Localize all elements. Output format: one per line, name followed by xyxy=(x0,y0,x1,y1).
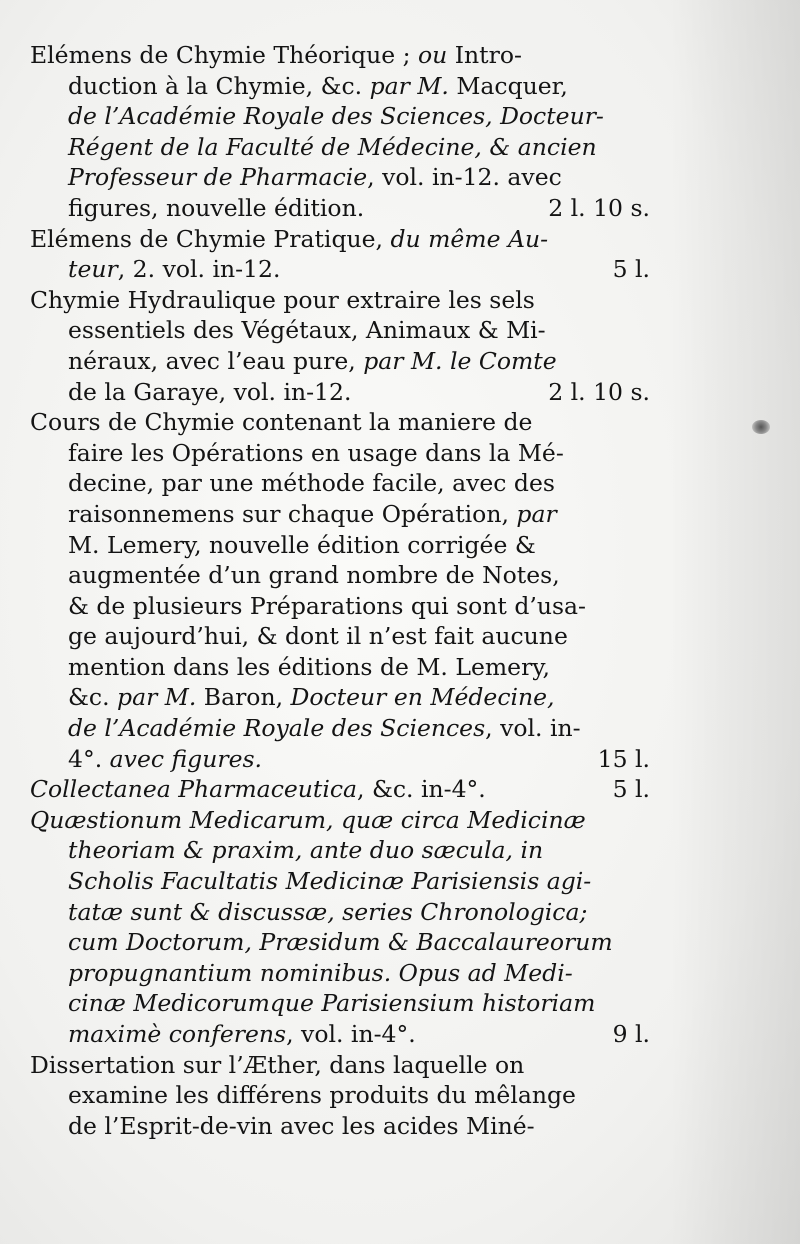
italic-segment: cum Doctorum, Præsidum & Baccalaureorum xyxy=(68,928,613,957)
text-line xyxy=(30,468,650,499)
line-text xyxy=(68,254,280,285)
price: 5 l. xyxy=(612,775,650,804)
text-line xyxy=(30,897,650,928)
text-line xyxy=(30,285,650,316)
text-line xyxy=(30,101,650,132)
text-line xyxy=(30,1050,650,1081)
roman-segment: néraux, avec l’eau pure, xyxy=(68,346,364,375)
text-line xyxy=(30,927,650,958)
line-text xyxy=(68,652,550,683)
catalogue-entry xyxy=(30,285,650,407)
text-line xyxy=(30,591,650,622)
italic-segment: ou xyxy=(417,41,448,69)
text-line xyxy=(30,621,650,652)
roman-segment: , vol. in-4°. xyxy=(286,1020,416,1048)
roman-segment: Dissertation sur l’Æther, dans laquelle on xyxy=(30,1050,525,1079)
text-line xyxy=(30,652,650,683)
line-text xyxy=(68,438,564,469)
text-line xyxy=(30,438,650,469)
text-line xyxy=(30,988,650,1019)
italic-segment: par xyxy=(516,499,557,528)
line-text xyxy=(68,744,262,775)
roman-segment: & de plusieurs Préparations qui sont d’usa- xyxy=(68,591,586,620)
price: 15 l. xyxy=(597,744,650,773)
line-text xyxy=(30,285,535,316)
text-line xyxy=(30,40,650,71)
text-line xyxy=(30,1019,650,1050)
roman-segment: de la Garaye, vol. in-12. xyxy=(68,377,352,406)
roman-segment: decine, par une méthode facile, avec des xyxy=(68,469,555,498)
italic-segment: par M. xyxy=(369,71,449,100)
text-line xyxy=(30,224,650,255)
price: 2 l. 10 s. xyxy=(548,377,650,406)
line-text xyxy=(68,499,557,530)
price: 9 l. xyxy=(612,1020,650,1048)
roman-segment: raisonnemens sur chaque Opération, xyxy=(68,499,517,528)
text-line xyxy=(30,346,650,377)
catalogue-entry xyxy=(30,407,650,774)
italic-segment: de l’Académie Royale des Sciences, Docteur- xyxy=(68,102,604,131)
line-text xyxy=(68,591,586,622)
text-line xyxy=(30,835,650,866)
roman-segment: , vol. in-12. avec xyxy=(367,163,562,192)
line-text xyxy=(68,988,595,1019)
italic-segment: propugnantium nominibus. Opus ad Medi- xyxy=(68,958,573,987)
line-text xyxy=(30,224,548,255)
italic-segment: theoriam & praxim, ante duo sæcula, in xyxy=(68,836,544,865)
text-line xyxy=(30,560,650,591)
text-line xyxy=(30,713,650,744)
text-line xyxy=(30,958,650,989)
line-text xyxy=(68,682,555,713)
text-line xyxy=(30,530,650,561)
ink-spot xyxy=(752,420,770,434)
italic-segment: tatæ sunt & discussæ, series Chronologica; xyxy=(68,897,588,926)
line-text xyxy=(68,897,587,928)
italic-segment: du même Au- xyxy=(390,224,549,253)
text-line xyxy=(30,377,650,408)
line-text xyxy=(68,1019,416,1050)
price: 5 l. xyxy=(612,255,650,284)
text-line xyxy=(30,499,650,530)
text-line xyxy=(30,193,650,224)
line-text xyxy=(68,101,604,132)
line-text xyxy=(30,40,522,71)
roman-segment: de l’Esprit-de-vin avec les acides Miné- xyxy=(68,1111,535,1140)
text-line xyxy=(30,1111,650,1142)
italic-segment: avec figures. xyxy=(109,744,263,773)
line-text xyxy=(68,346,557,377)
text-line xyxy=(30,254,650,285)
line-text xyxy=(68,958,573,989)
roman-segment: faire les Opérations en usage dans la Mé- xyxy=(68,438,564,467)
catalogue-entry xyxy=(30,774,650,805)
roman-segment: , 2. vol. in-12. xyxy=(117,255,281,284)
line-text xyxy=(68,835,543,866)
roman-segment: examine les différens produits du mêlange xyxy=(68,1081,576,1110)
roman-segment: essentiels des Végétaux, Animaux & Mi- xyxy=(68,316,546,345)
catalogue-entry xyxy=(30,1050,650,1142)
text-line xyxy=(30,805,650,836)
italic-segment: Régent de la Faculté de Médecine, & ancien xyxy=(68,132,597,161)
line-text xyxy=(68,621,568,652)
italic-segment: teur xyxy=(68,255,118,284)
line-text xyxy=(68,162,562,193)
text-line xyxy=(30,1080,650,1111)
roman-segment: Elémens de Chymie Théorique ; xyxy=(30,41,418,69)
italic-segment: par M. le Comte xyxy=(363,346,557,375)
roman-segment: augmentée d’un grand nombre de Notes, xyxy=(68,561,560,590)
text-line xyxy=(30,744,650,775)
line-text xyxy=(30,774,486,805)
italic-segment: Collectanea Pharmaceutica xyxy=(30,775,358,804)
roman-segment: duction à la Chymie, &c. xyxy=(68,71,370,100)
text-line xyxy=(30,132,650,163)
roman-segment: , vol. in- xyxy=(485,714,581,743)
roman-segment: Chymie Hydraulique pour extraire les sels xyxy=(30,285,535,314)
line-text xyxy=(68,927,613,958)
line-text xyxy=(68,530,536,561)
roman-segment: Macquer, xyxy=(448,71,568,100)
line-text xyxy=(68,713,581,744)
roman-segment: figures, nouvelle édition. xyxy=(68,193,365,222)
line-text xyxy=(68,1080,576,1111)
roman-segment: M. Lemery, nouvelle édition corrigée & xyxy=(68,530,536,559)
italic-segment: Professeur de Pharmacie xyxy=(68,163,368,192)
roman-segment: mention dans les éditions de M. Lemery, xyxy=(68,652,550,681)
page-gutter-shadow xyxy=(670,0,800,1244)
line-text xyxy=(68,315,546,346)
line-text xyxy=(68,193,364,224)
text-line xyxy=(30,315,650,346)
italic-segment: Scholis Facultatis Medicinæ Parisiensis agi- xyxy=(68,867,592,896)
text-line xyxy=(30,682,650,713)
italic-segment: maximè conferens xyxy=(68,1020,287,1048)
line-text xyxy=(68,132,597,163)
line-text xyxy=(68,468,555,499)
roman-segment: &c. xyxy=(68,683,118,712)
text-line xyxy=(30,866,650,897)
catalogue-entry xyxy=(30,805,650,1050)
italic-segment: cinæ Medicorumque Parisiensium historiam xyxy=(68,989,596,1018)
italic-segment: par M. xyxy=(117,683,197,712)
roman-segment: Intro- xyxy=(447,41,522,69)
price: 2 l. 10 s. xyxy=(548,193,650,222)
line-text xyxy=(68,71,568,102)
line-text xyxy=(30,407,532,438)
italic-segment: Docteur en Médecine, xyxy=(290,683,555,712)
text-line xyxy=(30,162,650,193)
text-line xyxy=(30,407,650,438)
text-line xyxy=(30,774,650,805)
line-text xyxy=(68,1111,535,1142)
italic-segment: Quæstionum Medicarum, quæ circa Medicinæ xyxy=(30,805,586,834)
text-line xyxy=(30,71,650,102)
roman-segment: , &c. in-4°. xyxy=(357,775,486,804)
catalogue-text xyxy=(30,40,650,1141)
line-text xyxy=(68,377,351,408)
roman-segment: Baron, xyxy=(196,683,291,712)
catalogue-entry xyxy=(30,224,650,285)
roman-segment: ge aujourd’hui, & dont il n’est fait aucune xyxy=(68,622,568,651)
line-text xyxy=(68,866,591,897)
roman-segment: Cours de Chymie contenant la maniere de xyxy=(30,408,533,437)
catalogue-entry xyxy=(30,40,650,224)
line-text xyxy=(30,805,586,836)
line-text xyxy=(30,1050,524,1081)
roman-segment: 4°. xyxy=(68,744,110,773)
roman-segment: Elémens de Chymie Pratique, xyxy=(30,224,391,253)
line-text xyxy=(68,560,560,591)
italic-segment: de l’Académie Royale des Sciences xyxy=(68,714,486,743)
